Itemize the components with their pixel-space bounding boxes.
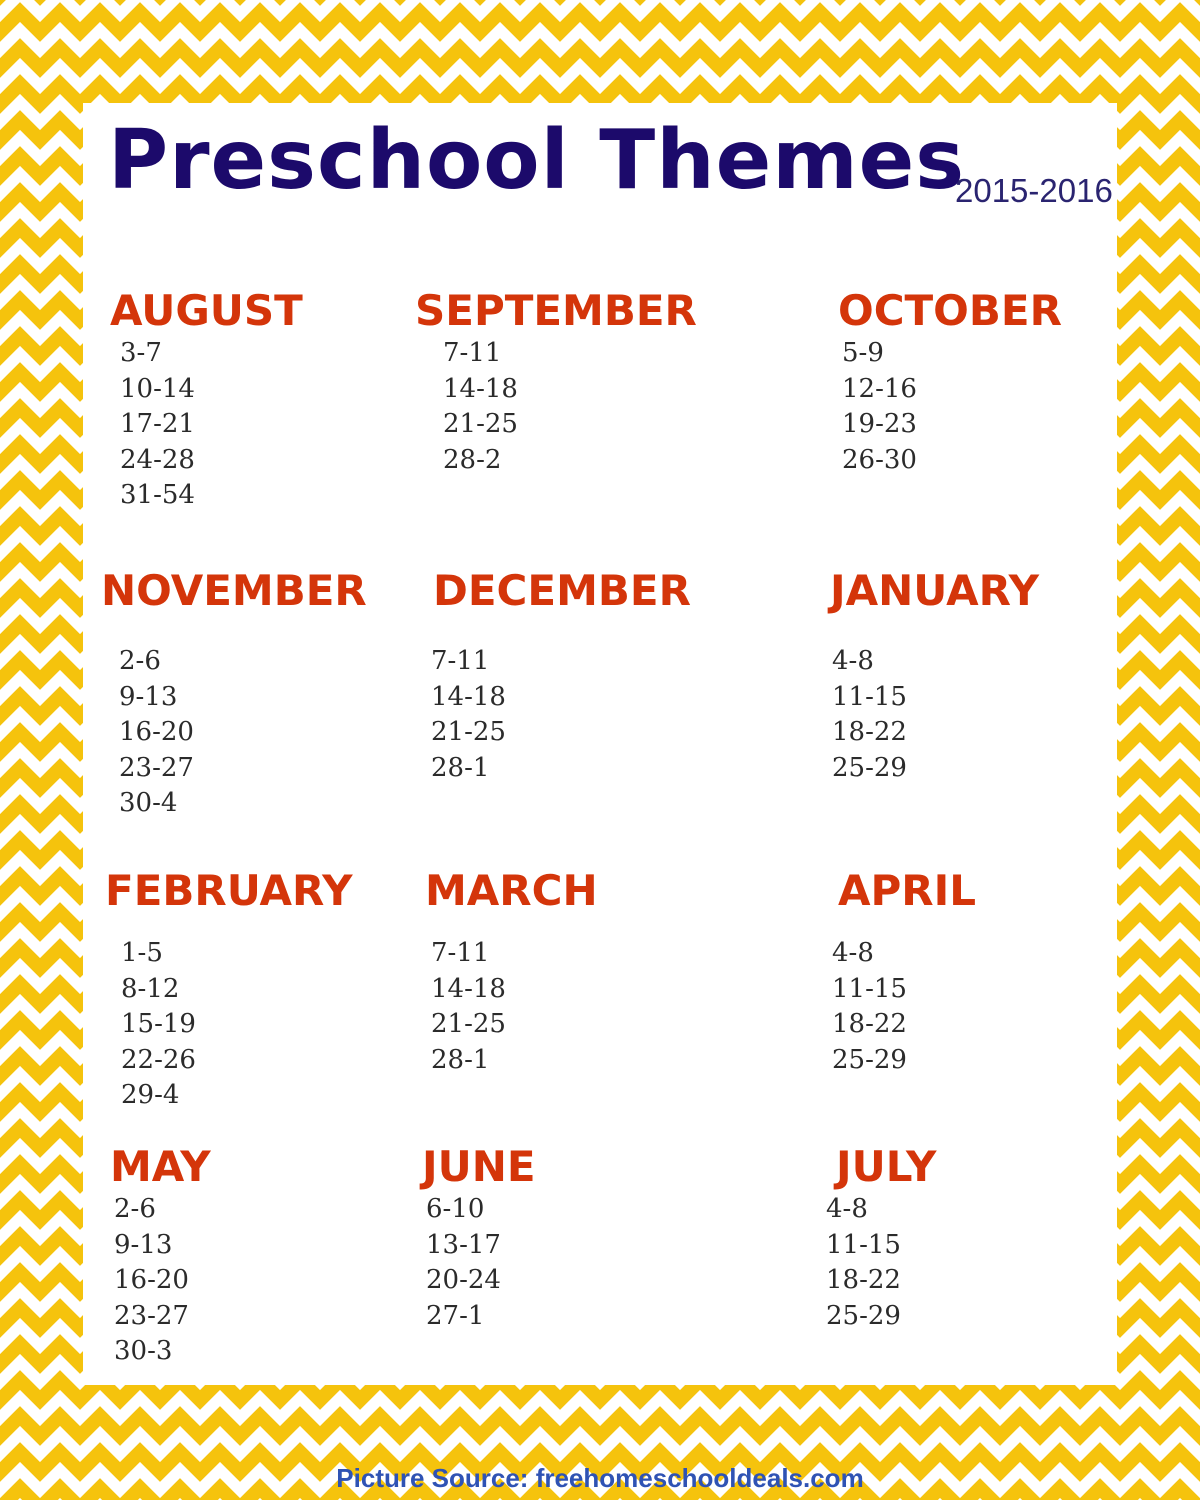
week-list (431, 936, 755, 1078)
week-list (426, 1192, 752, 1334)
week-range: 14-18 (443, 373, 518, 404)
week-range: 24-28 (120, 444, 195, 475)
week-range: 22-26 (121, 1044, 196, 1075)
week-range: 23-27 (114, 1300, 189, 1331)
week-range: 9-13 (119, 681, 178, 712)
week-list (121, 936, 435, 1114)
month-september (415, 286, 745, 478)
week-range: 6-10 (426, 1194, 485, 1224)
week-list (832, 644, 1160, 786)
month-name: APRIL (838, 866, 977, 915)
week-range: 23-27 (119, 752, 194, 783)
month-name: OCTOBER (838, 286, 1062, 335)
week-list (842, 336, 1168, 478)
week-range: 19-23 (842, 409, 917, 439)
picture-source-caption: Picture Source: freehomeschooldeals.com (336, 1463, 864, 1493)
week-range: 25-29 (832, 1044, 907, 1075)
week-range: 4-8 (832, 646, 874, 676)
week-list (119, 644, 431, 822)
week-range: 5-9 (842, 338, 884, 368)
week-range: 30-4 (119, 788, 178, 818)
week-list (431, 644, 763, 786)
week-range: 28-2 (443, 444, 502, 475)
week-range: 7-11 (443, 338, 502, 368)
week-range: 8-12 (121, 973, 180, 1004)
week-range: 31-54 (120, 480, 195, 510)
month-august (110, 286, 440, 514)
month-february (105, 866, 435, 1114)
week-range: 26-30 (842, 444, 917, 475)
week-range: 16-20 (119, 717, 194, 747)
week-range: 2-6 (119, 646, 161, 676)
week-range: 27-1 (426, 1300, 485, 1331)
week-list (443, 336, 745, 478)
month-name: DECEMBER (433, 566, 691, 615)
week-range: 1-5 (121, 938, 163, 968)
week-list (832, 936, 1168, 1078)
month-name: MAY (110, 1142, 211, 1191)
week-range: 28-1 (431, 752, 490, 783)
week-range: 17-21 (120, 409, 195, 439)
month-name: MARCH (425, 866, 598, 915)
week-range: 10-14 (120, 373, 195, 404)
month-name: JANUARY (830, 566, 1040, 615)
page-title: Preschool Themes (108, 113, 966, 208)
week-range: 3-7 (120, 338, 162, 368)
month-october (838, 286, 1168, 478)
month-july (826, 1142, 1166, 1334)
month-april (832, 866, 1168, 1078)
week-range: 2-6 (114, 1194, 156, 1224)
week-range: 21-25 (443, 409, 518, 439)
week-range: 7-11 (431, 938, 490, 968)
month-name: FEBRUARY (105, 866, 353, 915)
week-list (826, 1192, 1166, 1334)
month-december (431, 566, 763, 786)
month-name: JUNE (422, 1142, 536, 1191)
month-name: JULY (836, 1142, 937, 1191)
month-june (422, 1142, 752, 1334)
week-range: 12-16 (842, 373, 917, 404)
month-january (830, 566, 1160, 786)
week-range: 18-22 (832, 1009, 907, 1039)
week-range: 11-15 (832, 973, 907, 1004)
week-range: 9-13 (114, 1229, 173, 1260)
week-range: 14-18 (431, 973, 506, 1004)
month-name: NOVEMBER (101, 566, 367, 615)
month-november (101, 566, 431, 822)
week-range: 18-22 (826, 1265, 901, 1295)
month-march (425, 866, 755, 1078)
week-range: 21-25 (431, 1009, 506, 1039)
week-range: 28-1 (431, 1044, 490, 1075)
week-range: 16-20 (114, 1265, 189, 1295)
month-name: AUGUST (110, 286, 303, 335)
week-range: 4-8 (826, 1194, 868, 1224)
week-list (114, 1192, 440, 1370)
week-range: 21-25 (431, 717, 506, 747)
week-range: 18-22 (832, 717, 907, 747)
week-range: 13-17 (426, 1229, 501, 1260)
week-range: 11-15 (826, 1229, 901, 1260)
week-range: 4-8 (832, 938, 874, 968)
week-range: 25-29 (826, 1300, 901, 1331)
week-range: 11-15 (832, 681, 907, 712)
week-range: 14-18 (431, 681, 506, 712)
month-name: SEPTEMBER (415, 286, 697, 335)
week-range: 15-19 (121, 1009, 196, 1039)
school-year: 2015-2016 (955, 172, 1113, 209)
week-range: 7-11 (431, 646, 490, 676)
week-list (120, 336, 440, 514)
week-range: 30-3 (114, 1336, 173, 1366)
month-may (110, 1142, 440, 1370)
week-range: 25-29 (832, 752, 907, 783)
week-range: 29-4 (121, 1080, 180, 1110)
week-range: 20-24 (426, 1265, 501, 1295)
